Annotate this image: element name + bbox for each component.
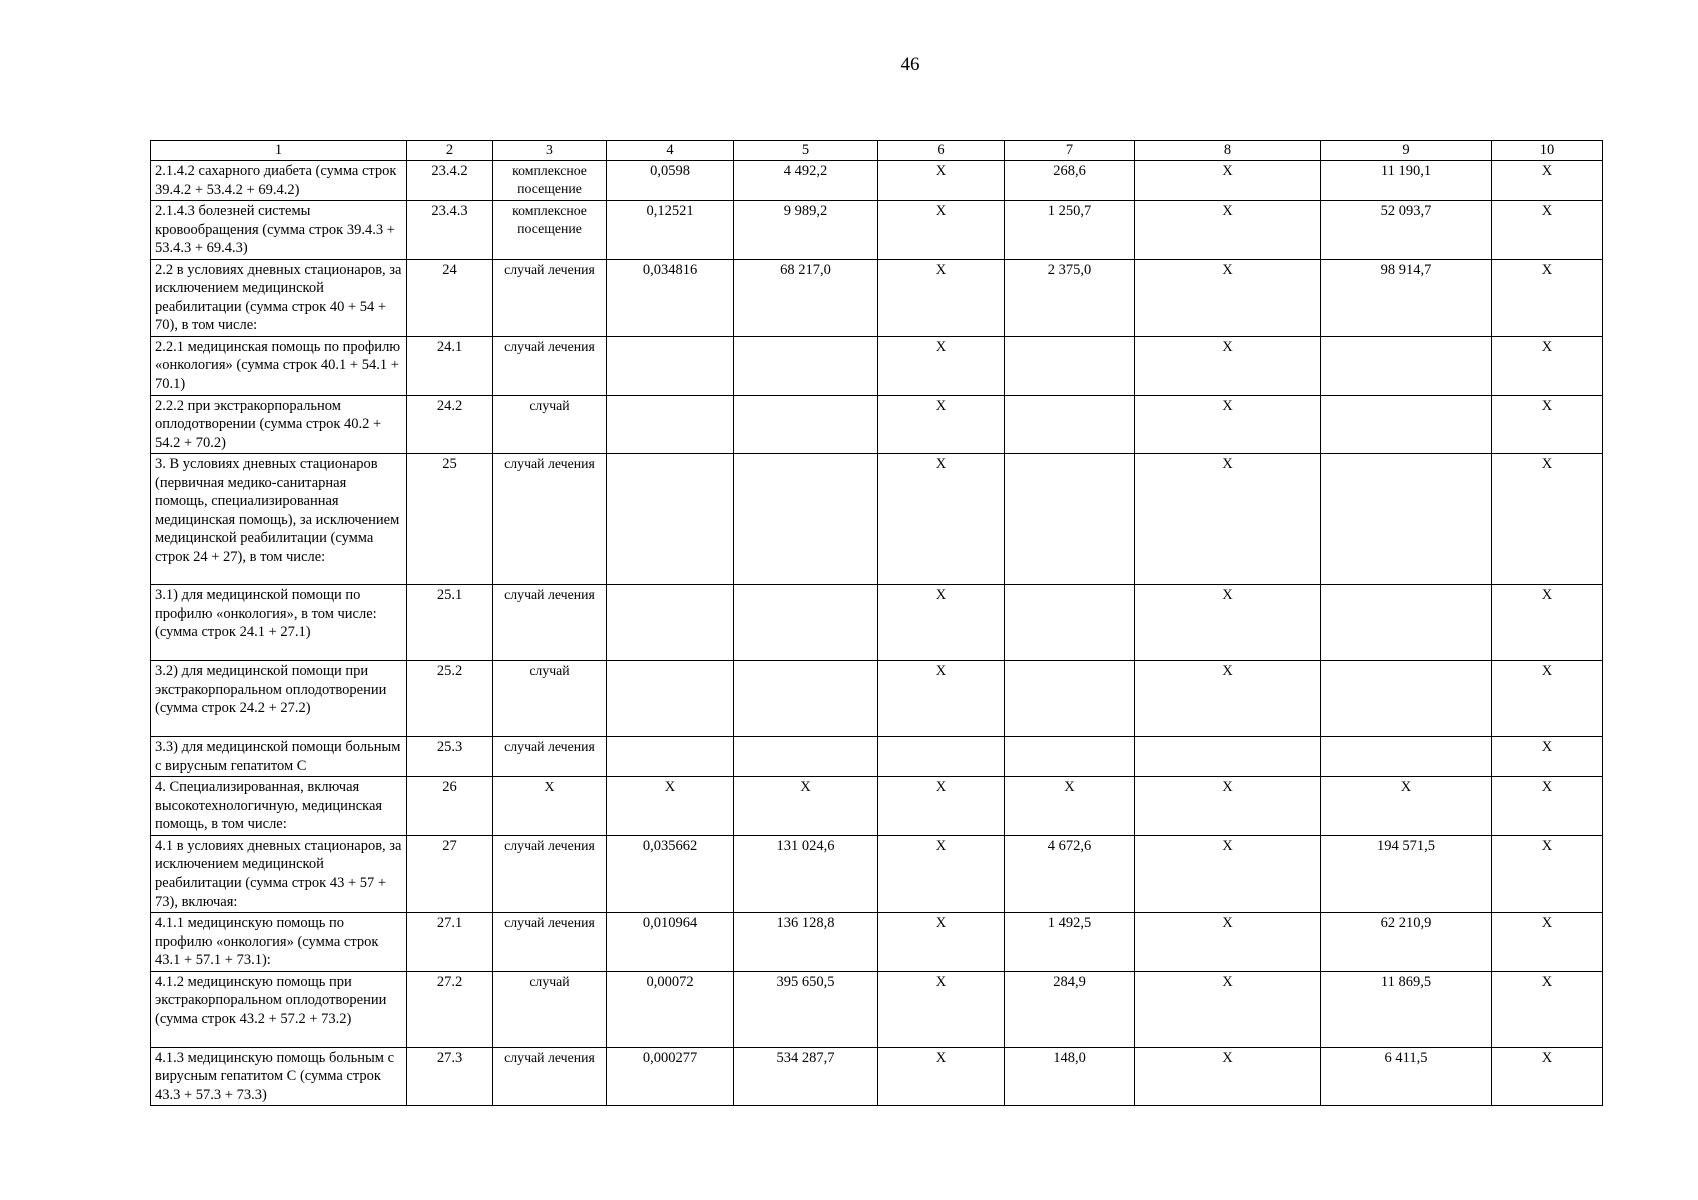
row-code: 27.2 — [407, 971, 493, 1047]
value-cell — [734, 737, 878, 777]
value-cell — [1005, 661, 1135, 737]
value-cell: 52 093,7 — [1321, 201, 1492, 260]
value-cell: Х — [878, 777, 1005, 836]
row-label: 3. В условиях дневных стационаров (первичная медико-санитарная помощь, специализированная медицинская помощь), за исключением медицинской реабилитации (сумма строк 24 + 27), в том числе: — [151, 454, 407, 585]
value-cell: Х — [1135, 913, 1321, 972]
value-cell — [878, 737, 1005, 777]
value-cell: Х — [1492, 585, 1603, 661]
unit-cell: случай — [493, 395, 607, 454]
value-cell: Х — [734, 777, 878, 836]
row-label: 3.1) для медицинской помощи по профилю «онкология», в том числе: (сумма строк 24.1 + 27.1) — [151, 585, 407, 661]
value-cell: Х — [1135, 336, 1321, 395]
row-code: 26 — [407, 777, 493, 836]
value-cell: 1 250,7 — [1005, 201, 1135, 260]
value-cell: Х — [1135, 454, 1321, 585]
row-label: 3.3) для медицинской помощи больным с вирусным гепатитом С — [151, 737, 407, 777]
value-cell — [734, 336, 878, 395]
value-cell: 131 024,6 — [734, 835, 878, 912]
row-label: 2.2 в условиях дневных стационаров, за исключением медицинской реабилитации (сумма строк 40 + 54 + 70), в том числе: — [151, 259, 407, 336]
value-cell: 284,9 — [1005, 971, 1135, 1047]
value-cell: 148,0 — [1005, 1047, 1135, 1106]
value-cell: 62 210,9 — [1321, 913, 1492, 972]
value-cell: Х — [1135, 585, 1321, 661]
header-cell: 1 — [151, 141, 407, 161]
unit-cell: случай лечения — [493, 336, 607, 395]
value-cell — [607, 737, 734, 777]
table-row — [151, 913, 1603, 972]
value-cell: Х — [878, 161, 1005, 201]
unit-cell: случай лечения — [493, 835, 607, 912]
value-cell: Х — [878, 835, 1005, 912]
header-cell: 5 — [734, 141, 878, 161]
value-cell: Х — [1005, 777, 1135, 836]
value-cell — [607, 661, 734, 737]
row-label: 4.1.1 медицинскую помощь по профилю «онкология» (сумма строк 43.1 + 57.1 + 73.1): — [151, 913, 407, 972]
value-cell: Х — [1492, 161, 1603, 201]
value-cell: 1 492,5 — [1005, 913, 1135, 972]
table-row — [151, 971, 1603, 1047]
value-cell: Х — [878, 913, 1005, 972]
table-row — [151, 259, 1603, 336]
value-cell — [1135, 737, 1321, 777]
value-cell: Х — [1135, 661, 1321, 737]
value-cell: 194 571,5 — [1321, 835, 1492, 912]
header-cell: 10 — [1492, 141, 1603, 161]
value-cell: 4 492,2 — [734, 161, 878, 201]
value-cell: 0,035662 — [607, 835, 734, 912]
value-cell — [1005, 454, 1135, 585]
row-code: 23.4.2 — [407, 161, 493, 201]
unit-cell: комплексное посещение — [493, 201, 607, 260]
value-cell: 11 190,1 — [1321, 161, 1492, 201]
table-row — [151, 395, 1603, 454]
unit-cell: Х — [493, 777, 607, 836]
value-cell: Х — [1135, 395, 1321, 454]
header-cell: 2 — [407, 141, 493, 161]
value-cell — [734, 661, 878, 737]
row-code: 24.2 — [407, 395, 493, 454]
value-cell: Х — [607, 777, 734, 836]
table-row — [151, 777, 1603, 836]
value-cell: Х — [1492, 737, 1603, 777]
value-cell: Х — [1492, 336, 1603, 395]
unit-cell: комплексное посещение — [493, 161, 607, 201]
value-cell: 9 989,2 — [734, 201, 878, 260]
row-code: 27 — [407, 835, 493, 912]
page-number: 46 — [900, 54, 920, 75]
value-cell — [1321, 661, 1492, 737]
table-row — [151, 737, 1603, 777]
table-row — [151, 201, 1603, 260]
value-cell: 136 128,8 — [734, 913, 878, 972]
value-cell — [1005, 395, 1135, 454]
value-cell: Х — [1135, 835, 1321, 912]
row-label: 2.1.4.3 болезней системы кровообращения (сумма строк 39.4.3 + 53.4.3 + 69.4.3) — [151, 201, 407, 260]
value-cell — [734, 395, 878, 454]
table-row — [151, 336, 1603, 395]
unit-cell: случай лечения — [493, 1047, 607, 1106]
value-cell — [1005, 737, 1135, 777]
value-cell: Х — [1492, 395, 1603, 454]
value-cell: Х — [1135, 971, 1321, 1047]
value-cell — [607, 454, 734, 585]
value-cell: 0,010964 — [607, 913, 734, 972]
value-cell: Х — [878, 971, 1005, 1047]
table-row — [151, 454, 1603, 585]
header-cell: 9 — [1321, 141, 1492, 161]
row-code: 24.1 — [407, 336, 493, 395]
row-code: 25.1 — [407, 585, 493, 661]
value-cell: Х — [878, 336, 1005, 395]
value-cell: Х — [878, 585, 1005, 661]
value-cell: 2 375,0 — [1005, 259, 1135, 336]
row-label: 2.2.1 медицинская помощь по профилю «онкология» (сумма строк 40.1 + 54.1 + 70.1) — [151, 336, 407, 395]
row-code: 24 — [407, 259, 493, 336]
unit-cell: случай лечения — [493, 737, 607, 777]
value-cell: Х — [1492, 1047, 1603, 1106]
value-cell: Х — [1135, 777, 1321, 836]
unit-cell: случай лечения — [493, 454, 607, 585]
table-row — [151, 835, 1603, 912]
row-label: 4.1.2 медицинскую помощь при экстракорпоральном оплодотворении (сумма строк 43.2 + 57.2 + 73.2) — [151, 971, 407, 1047]
row-label: 2.2.2 при экстракорпоральном оплодотворении (сумма строк 40.2 + 54.2 + 70.2) — [151, 395, 407, 454]
table-row — [151, 585, 1603, 661]
value-cell: Х — [1492, 661, 1603, 737]
value-cell: 534 287,7 — [734, 1047, 878, 1106]
table-row — [151, 661, 1603, 737]
row-code: 25.3 — [407, 737, 493, 777]
value-cell: 11 869,5 — [1321, 971, 1492, 1047]
row-code: 23.4.3 — [407, 201, 493, 260]
value-cell — [1005, 585, 1135, 661]
row-label: 2.1.4.2 сахарного диабета (сумма строк 39.4.2 + 53.4.2 + 69.4.2) — [151, 161, 407, 201]
value-cell — [734, 585, 878, 661]
header-row — [151, 141, 1603, 161]
value-cell: Х — [878, 395, 1005, 454]
unit-cell: случай — [493, 971, 607, 1047]
value-cell: Х — [1321, 777, 1492, 836]
header-cell: 4 — [607, 141, 734, 161]
value-cell: 0,034816 — [607, 259, 734, 336]
value-cell: 268,6 — [1005, 161, 1135, 201]
unit-cell: случай лечения — [493, 585, 607, 661]
value-cell: 6 411,5 — [1321, 1047, 1492, 1106]
value-cell: Х — [878, 454, 1005, 585]
value-cell: 98 914,7 — [1321, 259, 1492, 336]
header-cell: 6 — [878, 141, 1005, 161]
value-cell — [1321, 454, 1492, 585]
row-label: 4. Специализированная, включая высокотехнологичную, медицинская помощь, в том числе: — [151, 777, 407, 836]
value-cell: Х — [878, 259, 1005, 336]
unit-cell: случай лечения — [493, 259, 607, 336]
row-label: 4.1 в условиях дневных стационаров, за исключением медицинской реабилитации (сумма строк 43 + 57 + 73), включая: — [151, 835, 407, 912]
value-cell: Х — [1492, 201, 1603, 260]
table-row — [151, 161, 1603, 201]
value-cell: Х — [1135, 161, 1321, 201]
row-label: 3.2) для медицинской помощи при экстракорпоральном оплодотворении (сумма строк 24.2 + 27.2) — [151, 661, 407, 737]
value-cell — [607, 336, 734, 395]
value-cell: 0,000277 — [607, 1047, 734, 1106]
value-cell: Х — [1135, 259, 1321, 336]
value-cell: 0,12521 — [607, 201, 734, 260]
row-code: 27.3 — [407, 1047, 493, 1106]
header-cell: 7 — [1005, 141, 1135, 161]
unit-cell: случай — [493, 661, 607, 737]
table-row — [151, 1047, 1603, 1106]
data-table — [150, 140, 1603, 1106]
value-cell — [1321, 395, 1492, 454]
value-cell — [1321, 585, 1492, 661]
unit-cell: случай лечения — [493, 913, 607, 972]
value-cell: Х — [1492, 835, 1603, 912]
value-cell: 4 672,6 — [1005, 835, 1135, 912]
value-cell: 68 217,0 — [734, 259, 878, 336]
header-cell: 3 — [493, 141, 607, 161]
value-cell: Х — [1492, 259, 1603, 336]
value-cell: 0,0598 — [607, 161, 734, 201]
row-code: 27.1 — [407, 913, 493, 972]
value-cell — [1005, 336, 1135, 395]
value-cell: 395 650,5 — [734, 971, 878, 1047]
row-code: 25.2 — [407, 661, 493, 737]
value-cell: Х — [878, 1047, 1005, 1106]
value-cell — [1321, 336, 1492, 395]
row-label: 4.1.3 медицинскую помощь больным с вирусным гепатитом С (сумма строк 43.3 + 57.3 + 73.3) — [151, 1047, 407, 1106]
value-cell — [1321, 737, 1492, 777]
value-cell — [607, 395, 734, 454]
value-cell: Х — [1492, 777, 1603, 836]
value-cell — [607, 585, 734, 661]
value-cell: Х — [1492, 913, 1603, 972]
value-cell: 0,00072 — [607, 971, 734, 1047]
value-cell: Х — [1492, 454, 1603, 585]
header-cell: 8 — [1135, 141, 1321, 161]
value-cell: Х — [1135, 1047, 1321, 1106]
value-cell: Х — [1492, 971, 1603, 1047]
value-cell: Х — [1135, 201, 1321, 260]
value-cell: Х — [878, 661, 1005, 737]
row-code: 25 — [407, 454, 493, 585]
value-cell: Х — [878, 201, 1005, 260]
value-cell — [734, 454, 878, 585]
